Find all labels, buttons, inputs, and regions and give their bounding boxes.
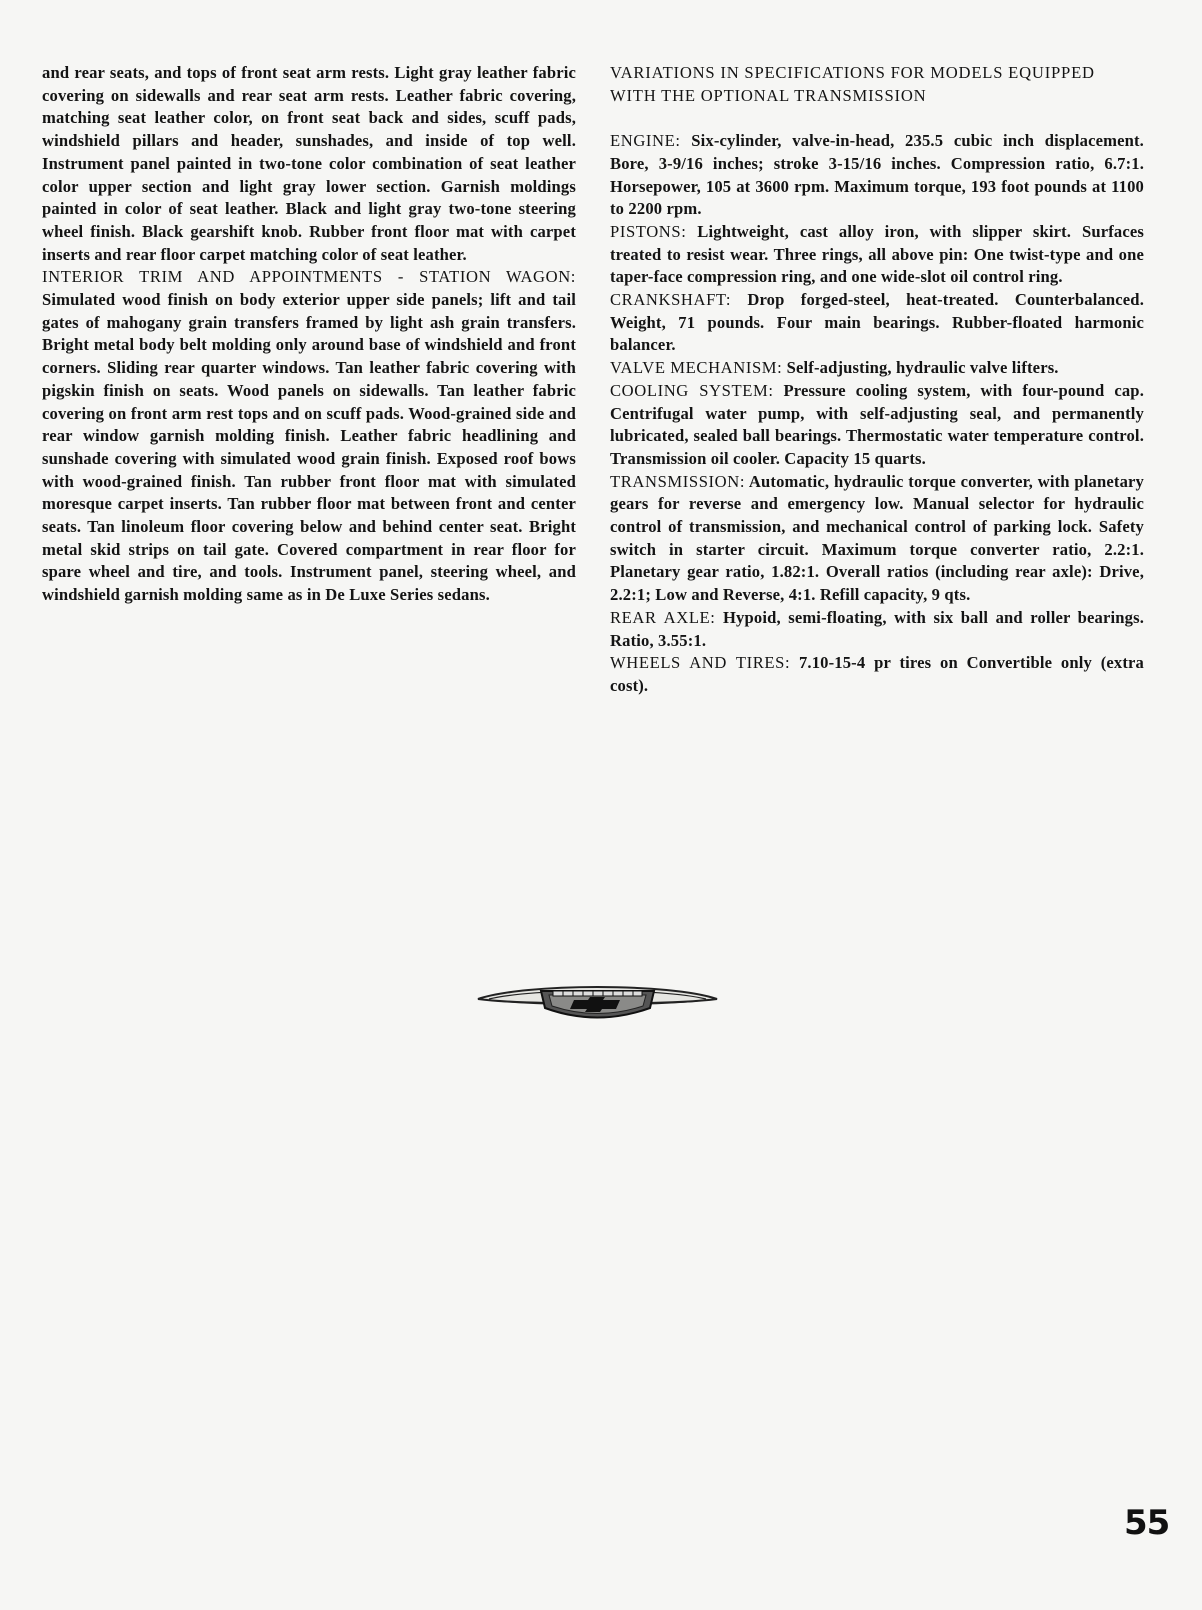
section-heading: INTERIOR TRIM AND APPOINTMENTS - STATION WAGON: bbox=[42, 267, 576, 287]
spec-crankshaft bbox=[610, 289, 1144, 357]
left-column bbox=[42, 62, 576, 607]
spec-heading: REAR AXLE: bbox=[610, 607, 716, 627]
trim-paragraph: and rear seats, and tops of front seat arm rests. Light gray leather fabric covering on sidewalls and rear seat arm rests. Leather fabric covering, matching seat leather color, on front seat back and sides, scuff pads, windshield pillars and header, sunshades, and inside of top well. Instrument panel painted in two-tone color combination of seat leather color upper section and light gray lower section. Garnish moldings painted in color of seat leather. Black and light gray two-tone steering wheel finish. Black gearshift knob. Rubber front floor mat with carpet inserts and rear floor carpet matching color of seat leather. bbox=[42, 63, 576, 264]
page-number: 55 bbox=[1124, 1503, 1170, 1543]
spec-body: Six-cylinder, valve-in-head, 235.5 cubic inch displacement. Bore, 3-9/16 inches; stroke 3-15/16 inches. Compression ratio, 6.7:1. Horsepower, 105 at 3600 rpm. Maximum torque, 193 foot pounds at 1100 to 2200 rpm. bbox=[610, 131, 1144, 219]
spec-rear-axle bbox=[610, 607, 1144, 652]
spec-valve-mechanism bbox=[610, 357, 1144, 380]
spec-heading: VALVE MECHANISM: bbox=[610, 358, 783, 378]
section-body: Simulated wood finish on body exterior upper side panels; lift and tail gates of mahogany grain transfers framed by light ash grain transfers. Bright metal body belt molding only around base of windshield and front corners. Sliding rear quarter windows. Tan leather fabric covering with pigskin finish on seats. Wood panels on sidewalls. Tan leather fabric covering on front arm rest tops and on scuff pads. Wood-grained side and rear window garnish molding finish. Leather fabric headlining and sunshade covering with simulated wood grain finish. Exposed roof bows with wood-grained finish. Tan rubber front floor mat with simulated moresque carpet inserts. Tan rubber floor mat between front and center seats. Tan linoleum floor covering below and behind center seat. Bright metal skid strips on tail gate. Covered compartment in rear floor for spare wheel and tire, and tools. Instrument panel, steering wheel, and windshield garnish molding same as in De Luxe Series sedans. bbox=[42, 290, 576, 605]
spec-heading: ENGINE: bbox=[610, 131, 681, 151]
spec-wheels-tires bbox=[610, 652, 1144, 697]
spec-body: Self-adjusting, hydraulic valve lifters. bbox=[786, 358, 1059, 378]
spec-body: Automatic, hydraulic torque converter, with planetary gears for reverse and emergency low. Manual selector for hydraulic control of transmission, and mechanical control of parking lock. Safety switch in starter circuit. Maximum torque converter ratio, 2.2:1. Planetary gear ratio, 1.82:1. Overall ratios (including rear axle): Drive, 2.2:1; Low and Reverse, 4:1. Refill capacity, 9 qts. bbox=[610, 471, 1144, 605]
right-column bbox=[610, 62, 1144, 698]
spec-body: Lightweight, cast alloy iron, with slipper skirt. Surfaces treated to resist wear. Three rings, all above pin: One twist-type and one taper-face compression ring, and one wide-slot oil control ring. bbox=[610, 221, 1144, 287]
spec-heading: COOLING SYSTEM: bbox=[610, 380, 774, 400]
chevrolet-bowtie-emblem-icon bbox=[475, 975, 720, 1025]
spec-body: Drop forged-steel, heat-treated. Counterbalanced. Weight, 71 pounds. Four main bearings. Rubber-floated harmonic balancer. bbox=[610, 290, 1144, 355]
spec-body: Pressure cooling system, with four-pound cap. Centrifugal water pump, with self-adjusting seal, and permanently lubricated, sealed ball bearings. Thermostatic water temperature control. Transmission oil cooler. Capacity 15 quarts. bbox=[610, 380, 1144, 468]
spec-heading: TRANSMISSION: bbox=[610, 471, 746, 491]
spec-body: Hypoid, semi-floating, with six ball and roller bearings. Ratio, 3.55:1. bbox=[610, 607, 1144, 650]
spec-cooling-system bbox=[610, 380, 1144, 471]
spec-body: 7.10-15-4 pr tires on Convertible only (extra cost). bbox=[610, 653, 1144, 695]
spec-heading: PISTONS: bbox=[610, 221, 687, 241]
spec-heading: WHEELS AND TIRES: bbox=[610, 653, 791, 673]
spec-pistons bbox=[610, 221, 1144, 289]
spec-transmission bbox=[610, 471, 1144, 607]
spec-engine bbox=[610, 130, 1144, 221]
spec-heading: CRANKSHAFT: bbox=[610, 290, 732, 310]
specs-title: VARIATIONS IN SPECIFICATIONS FOR MODELS EQUIPPED WITH THE OPTIONAL TRANSMISSION bbox=[610, 63, 1095, 105]
station-wagon-section bbox=[42, 266, 576, 607]
